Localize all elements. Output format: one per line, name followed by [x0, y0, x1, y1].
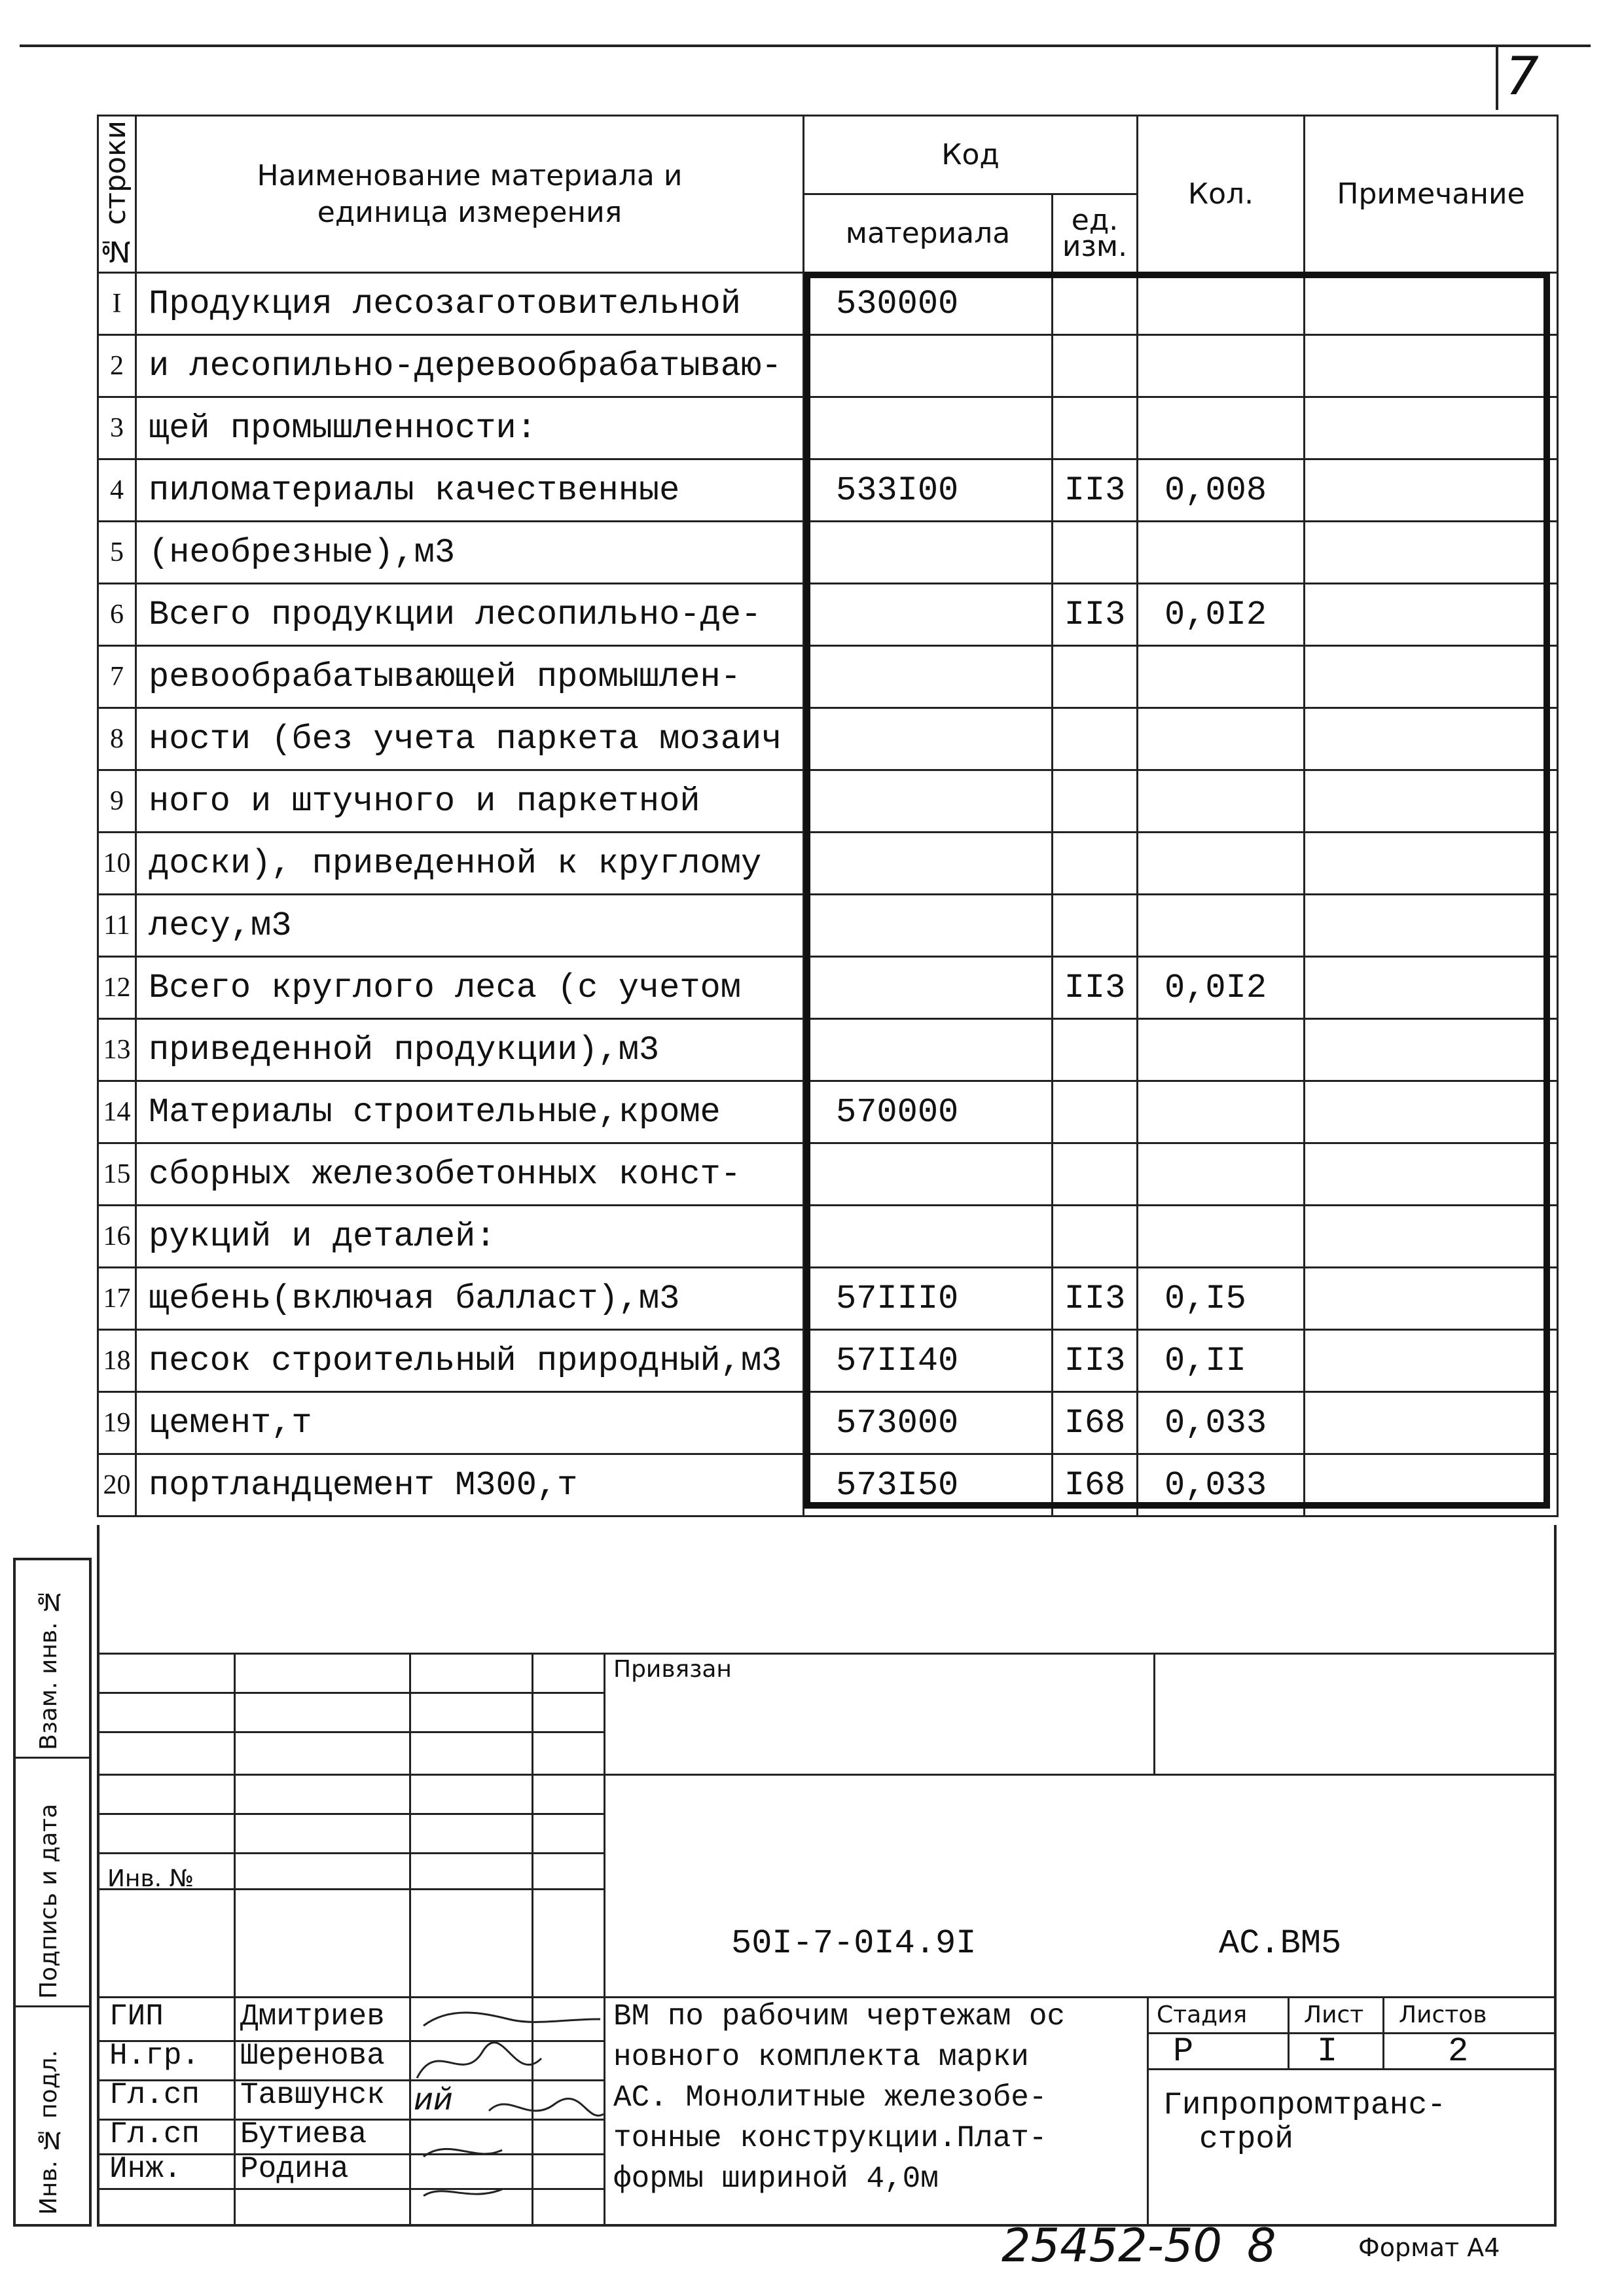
- quantity-cell: [1138, 335, 1305, 397]
- material-name-cell: щебень(включая балласт),м3: [136, 1268, 804, 1330]
- row-number-cell: 9: [98, 770, 136, 833]
- unit-code-cell: [1053, 522, 1138, 584]
- material-name-cell: щей промышленности:: [136, 397, 804, 459]
- row-number-cell: 16: [98, 1206, 136, 1268]
- row-number-cell: 5: [98, 522, 136, 584]
- table-row: [98, 646, 1558, 708]
- table-row: [98, 1330, 1558, 1392]
- material-code-cell: 57II40: [804, 1330, 1053, 1392]
- doc-mark: АС.ВМ5: [1219, 1924, 1342, 1963]
- quantity-cell: [1138, 708, 1305, 770]
- note-cell: [1305, 459, 1558, 522]
- table-row: [98, 1454, 1558, 1516]
- doc-code: 50I-7-0I4.9I: [731, 1924, 977, 1963]
- signatures: [410, 2000, 607, 2225]
- table-row: [98, 522, 1558, 584]
- quantity-cell: [1138, 397, 1305, 459]
- row-number-cell: 12: [98, 957, 136, 1019]
- material-code-cell: [804, 833, 1053, 895]
- note-cell: [1305, 273, 1558, 335]
- table-row: [98, 1143, 1558, 1206]
- unit-code-cell: I68: [1053, 1392, 1138, 1454]
- table-row: [98, 1019, 1558, 1081]
- material-code-cell: [804, 1206, 1053, 1268]
- row-number-cell: 19: [98, 1392, 136, 1454]
- sheets-label: Листов: [1399, 2001, 1487, 2028]
- quantity-cell: 0,033: [1138, 1454, 1305, 1516]
- materials-table: [97, 115, 1559, 1517]
- unit-code-cell: [1053, 895, 1138, 957]
- table-row: [98, 770, 1558, 833]
- material-name-cell: Всего круглого леса (с учетом: [136, 957, 804, 1019]
- material-name-cell: Продукция лесозаготовительной: [136, 273, 804, 335]
- note-cell: [1305, 1143, 1558, 1206]
- staff-name: Дмитриев: [240, 2000, 385, 2034]
- row-number-cell: I: [98, 273, 136, 335]
- staff-role: Гл.сп: [109, 2078, 200, 2112]
- material-name-cell: ного и штучного и паркетной: [136, 770, 804, 833]
- material-name-cell: доски), приведенной к круглому: [136, 833, 804, 895]
- note-cell: [1305, 584, 1558, 646]
- note-cell: [1305, 1330, 1558, 1392]
- material-name-cell: пиломатериалы качественные: [136, 459, 804, 522]
- note-cell: [1305, 1454, 1558, 1516]
- quantity-cell: [1138, 646, 1305, 708]
- row-number-cell: 17: [98, 1268, 136, 1330]
- table-row: [98, 397, 1558, 459]
- note-cell: [1305, 770, 1558, 833]
- format-label: Формат А4: [1358, 2233, 1500, 2262]
- row-number-cell: 2: [98, 335, 136, 397]
- staff-name: Бутиева: [240, 2117, 367, 2151]
- note-cell: [1305, 646, 1558, 708]
- material-name-cell: песок строительный природный,м3: [136, 1330, 804, 1392]
- material-code-cell: 530000: [804, 273, 1053, 335]
- row-number-cell: 14: [98, 1081, 136, 1143]
- handwritten-page-number: 8: [1247, 2219, 1276, 2272]
- material-name-cell: сборных железобетонных конст-: [136, 1143, 804, 1206]
- row-number-cell: 7: [98, 646, 136, 708]
- description-line: ВМ по рабочим чертежам ос: [613, 2000, 1066, 2034]
- quantity-cell: 0,033: [1138, 1392, 1305, 1454]
- quantity-cell: [1138, 1143, 1305, 1206]
- material-name-cell: ревообрабатывающей промышлен-: [136, 646, 804, 708]
- unit-code-cell: II3: [1053, 584, 1138, 646]
- material-code-cell: [804, 1143, 1053, 1206]
- table-row: [98, 1081, 1558, 1143]
- table-row: [98, 1392, 1558, 1454]
- unit-code-cell: [1053, 833, 1138, 895]
- unit-code-cell: [1053, 1206, 1138, 1268]
- material-code-cell: [804, 895, 1053, 957]
- stage-label: Стадия: [1157, 2001, 1248, 2028]
- row-number-cell: 3: [98, 397, 136, 459]
- row-number-cell: 11: [98, 895, 136, 957]
- material-name-cell: (необрезные),м3: [136, 522, 804, 584]
- unit-code-cell: [1053, 770, 1138, 833]
- quantity-cell: [1138, 1019, 1305, 1081]
- table-row: [98, 1268, 1558, 1330]
- header-code-unit: ед. изм.: [1053, 194, 1138, 273]
- margin-strip: [13, 1558, 92, 2227]
- unit-code-cell: II3: [1053, 1330, 1138, 1392]
- quantity-cell: [1138, 895, 1305, 957]
- row-number-cell: 10: [98, 833, 136, 895]
- row-number-cell: 18: [98, 1330, 136, 1392]
- description-line: формы шириной 4,0м: [613, 2162, 939, 2196]
- material-code-cell: 57III0: [804, 1268, 1053, 1330]
- material-code-cell: 570000: [804, 1081, 1053, 1143]
- note-cell: [1305, 708, 1558, 770]
- note-cell: [1305, 1081, 1558, 1143]
- sheet-label: Лист: [1304, 2001, 1364, 2028]
- row-number-cell: 13: [98, 1019, 136, 1081]
- material-name-cell: ности (без учета паркета мозаич: [136, 708, 804, 770]
- quantity-cell: 0,0I2: [1138, 584, 1305, 646]
- quantity-cell: 0,II: [1138, 1330, 1305, 1392]
- table-row: [98, 957, 1558, 1019]
- material-name-cell: рукций и деталей:: [136, 1206, 804, 1268]
- table-row: [98, 273, 1558, 335]
- table-row: [98, 708, 1558, 770]
- margin-sign-date: Подпись и дата: [35, 1803, 62, 1999]
- handwritten-doc-number: 25452-50: [1001, 2219, 1223, 2272]
- material-code-cell: [804, 646, 1053, 708]
- material-code-cell: 573I50: [804, 1454, 1053, 1516]
- header-row-number: № строки: [98, 116, 136, 273]
- unit-code-cell: I68: [1053, 1454, 1138, 1516]
- note-cell: [1305, 1206, 1558, 1268]
- row-number-cell: 6: [98, 584, 136, 646]
- row-number-cell: 8: [98, 708, 136, 770]
- row-number-cell: 15: [98, 1143, 136, 1206]
- note-cell: [1305, 895, 1558, 957]
- note-cell: [1305, 1019, 1558, 1081]
- quantity-cell: [1138, 273, 1305, 335]
- material-name-cell: лесу,м3: [136, 895, 804, 957]
- title-block: [97, 1525, 1557, 2227]
- material-name-cell: приведенной продукции),м3: [136, 1019, 804, 1081]
- header-code-material: материала: [804, 194, 1053, 273]
- organization-line: Гипропромтранс-: [1163, 2088, 1447, 2123]
- header-material-name: Наименование материала и единица измерения: [136, 116, 804, 273]
- material-code-cell: 533I00: [804, 459, 1053, 522]
- note-cell: [1305, 833, 1558, 895]
- material-code-cell: 573000: [804, 1392, 1053, 1454]
- description-line: АС. Монолитные железобе-: [613, 2081, 1047, 2115]
- table-row: [98, 459, 1558, 522]
- note-cell: [1305, 335, 1558, 397]
- margin-replace-inv: Взам. инв. №: [35, 1588, 62, 1750]
- material-code-cell: [804, 397, 1053, 459]
- stage-value: Р: [1173, 2032, 1194, 2071]
- note-cell: [1305, 397, 1558, 459]
- row-number-cell: 4: [98, 459, 136, 522]
- material-code-cell: [804, 584, 1053, 646]
- material-code-cell: [804, 708, 1053, 770]
- header-quantity: Кол.: [1138, 116, 1305, 273]
- staff-name: Родина: [240, 2152, 349, 2186]
- table-row: [98, 833, 1558, 895]
- unit-code-cell: [1053, 1143, 1138, 1206]
- sheet-value: I: [1317, 2032, 1338, 2071]
- header-note: Примечание: [1305, 116, 1558, 273]
- quantity-cell: 0,0I2: [1138, 957, 1305, 1019]
- note-cell: [1305, 522, 1558, 584]
- material-name-cell: портландцемент М300,т: [136, 1454, 804, 1516]
- unit-code-cell: II3: [1053, 957, 1138, 1019]
- sheet-number: 7: [1506, 46, 1539, 107]
- staff-role: Инж.: [109, 2152, 182, 2186]
- unit-code-cell: [1053, 1019, 1138, 1081]
- material-name-cell: цемент,т: [136, 1392, 804, 1454]
- material-name-cell: Материалы строительные,кроме: [136, 1081, 804, 1143]
- inv-label: Инв. №: [107, 1865, 194, 1892]
- quantity-cell: [1138, 833, 1305, 895]
- unit-code-cell: [1053, 708, 1138, 770]
- material-name-cell: Всего продукции лесопильно-де-: [136, 584, 804, 646]
- bound-label: Привязан: [613, 1656, 732, 1683]
- header-code: Код: [804, 116, 1138, 194]
- quantity-cell: [1138, 1081, 1305, 1143]
- unit-code-cell: II3: [1053, 459, 1138, 522]
- staff-name: Шеренова: [240, 2039, 385, 2073]
- note-cell: [1305, 957, 1558, 1019]
- row-number-cell: 20: [98, 1454, 136, 1516]
- quantity-cell: 0,I5: [1138, 1268, 1305, 1330]
- signature-fragment: ий: [414, 2081, 453, 2117]
- material-code-cell: [804, 770, 1053, 833]
- sheets-value: 2: [1448, 2032, 1469, 2071]
- table-row: [98, 335, 1558, 397]
- quantity-cell: 0,008: [1138, 459, 1305, 522]
- description-line: тонные конструкции.Плат-: [613, 2121, 1047, 2155]
- material-code-cell: [804, 957, 1053, 1019]
- staff-role: Н.гр.: [109, 2039, 200, 2073]
- margin-inv-original: Инв. № подл.: [35, 2050, 62, 2215]
- note-cell: [1305, 1392, 1558, 1454]
- staff-role: ГИП: [109, 2000, 164, 2034]
- quantity-cell: [1138, 522, 1305, 584]
- unit-code-cell: [1053, 1081, 1138, 1143]
- quantity-cell: [1138, 770, 1305, 833]
- unit-code-cell: [1053, 335, 1138, 397]
- unit-code-cell: [1053, 397, 1138, 459]
- material-name-cell: и лесопильно-деревообрабатываю-: [136, 335, 804, 397]
- organization-line: строй: [1199, 2122, 1294, 2157]
- staff-name: Тавшунск: [240, 2078, 385, 2112]
- unit-code-cell: II3: [1053, 1268, 1138, 1330]
- unit-code-cell: [1053, 273, 1138, 335]
- quantity-cell: [1138, 1206, 1305, 1268]
- staff-role: Гл.сп: [109, 2117, 200, 2151]
- table-row: [98, 584, 1558, 646]
- note-cell: [1305, 1268, 1558, 1330]
- top-border-line: [20, 45, 1591, 47]
- material-code-cell: [804, 335, 1053, 397]
- material-code-cell: [804, 1019, 1053, 1081]
- material-code-cell: [804, 522, 1053, 584]
- description-line: новного комплекта марки: [613, 2040, 1029, 2074]
- table-row: [98, 895, 1558, 957]
- unit-code-cell: [1053, 646, 1138, 708]
- table-row: [98, 1206, 1558, 1268]
